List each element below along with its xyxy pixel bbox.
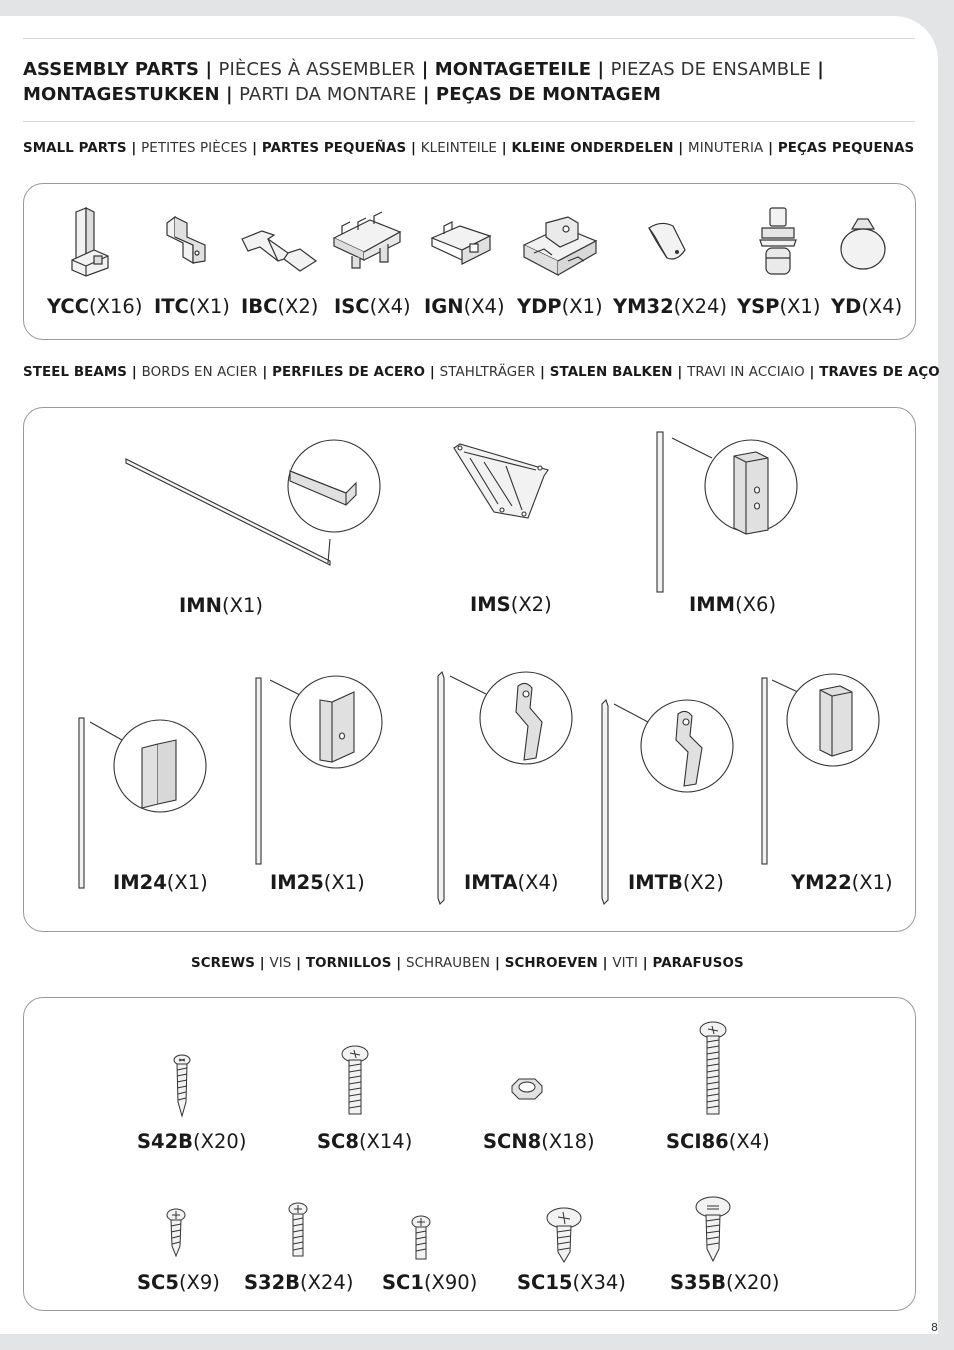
ym32-part-drawing [645, 220, 689, 264]
header-segment: VITI [612, 956, 638, 971]
beam-label-im24: IM24(X1) [113, 871, 208, 894]
itc-part-drawing [163, 215, 213, 267]
header-segment: PEÇAS DE MONTAGEM [435, 84, 662, 105]
screw-label-s42b: S42B(X20) [137, 1130, 247, 1153]
header-segment: ASSEMBLY PARTS [23, 59, 200, 80]
beam-label-imta: IMTA(X4) [464, 871, 559, 894]
imn-beam-drawing [120, 435, 390, 571]
header-segment: PIÈCES À ASSEMBLER [218, 59, 416, 80]
im25-beam-drawing [250, 672, 390, 868]
header-segment: | [591, 59, 611, 80]
part-label-ibc: IBC(X2) [241, 295, 319, 318]
screw-label-sc8: SC8(X14) [317, 1130, 413, 1153]
header-segment: | [247, 141, 262, 156]
header-segment: | [672, 365, 688, 380]
screw-label-s35b: S35B(X20) [670, 1271, 780, 1294]
header-segment: | [638, 956, 653, 971]
header-segment: | [597, 956, 613, 971]
part-label-isc: ISC(X4) [334, 295, 411, 318]
part-label-yd: YD(X4) [831, 295, 903, 318]
part-label-ydp: YDP(X1) [517, 295, 603, 318]
header-segment: STEEL BEAMS [23, 365, 128, 380]
header-segment: | [127, 365, 142, 380]
sc15-screw-drawing [545, 1206, 583, 1264]
screw-label-sc15: SC15(X34) [517, 1271, 626, 1294]
screws-header [191, 956, 744, 971]
isc-part-drawing [330, 212, 406, 270]
beam-label-imm: IMM(X6) [689, 593, 777, 616]
header-segment: PIEZAS DE ENSAMBLE [610, 59, 811, 80]
beam-label-ims: IMS(X2) [470, 593, 552, 616]
header-segment: | [810, 59, 824, 80]
header-segment: MONTAGETEILE [434, 59, 592, 80]
screw-label-sc5: SC5(X9) [137, 1271, 220, 1294]
screws-panel [23, 997, 916, 1311]
ym22-beam-drawing [758, 672, 884, 868]
sci86-screw-drawing [697, 1020, 729, 1118]
header-segment: | [219, 84, 240, 105]
beam-label-im25: IM25(X1) [270, 871, 365, 894]
part-label-ign: IGN(X4) [424, 295, 505, 318]
small-parts-header [23, 141, 914, 156]
ims-beam-drawing [450, 440, 550, 524]
scn8-nut-drawing [510, 1076, 544, 1102]
header-segment: | [425, 365, 440, 380]
page-number: 8 [931, 1321, 938, 1334]
s32b-screw-drawing [287, 1202, 309, 1258]
title-rule [23, 121, 915, 122]
header-segment: TRAVI IN ACCIAIO [687, 365, 805, 380]
header-segment: | [126, 141, 142, 156]
beam-label-imtb: IMTB(X2) [628, 871, 724, 894]
page-title [23, 57, 903, 107]
header-segment: PARTES PEQUEÑAS [261, 141, 407, 156]
screw-label-sci86: SCI86(X4) [666, 1130, 770, 1153]
header-segment: SCREWS [191, 956, 255, 971]
header-segment: | [535, 365, 550, 380]
beam-label-imn: IMN(X1) [179, 594, 263, 617]
header-segment: | [199, 59, 219, 80]
header-segment: STALEN BALKEN [549, 365, 673, 380]
header-segment: | [763, 141, 778, 156]
header-segment: PERFILES DE ACERO [272, 365, 426, 380]
screw-label-scn8: SCN8(X18) [483, 1130, 595, 1153]
s35b-screw-drawing [694, 1195, 732, 1263]
sc8-screw-drawing [340, 1044, 370, 1118]
header-segment: BORDS EN ACIER [141, 365, 258, 380]
ysp-part-drawing [758, 206, 798, 280]
header-segment: PEÇAS PEQUENAS [777, 141, 915, 156]
top-rule [23, 38, 915, 39]
header-segment: | [406, 141, 421, 156]
ign-part-drawing [430, 220, 494, 268]
sc5-screw-drawing [165, 1208, 187, 1258]
yd-part-drawing [838, 215, 888, 271]
header-segment: SCHROEVEN [504, 956, 598, 971]
header-segment: SCHRAUBEN [405, 956, 491, 971]
header-segment: | [291, 956, 306, 971]
ycc-part-drawing [68, 206, 114, 278]
header-segment: TORNILLOS [305, 956, 392, 971]
header-segment: PETITES PIÈCES [141, 141, 248, 156]
header-segment: | [254, 956, 270, 971]
header-segment: KLEINE ONDERDELEN [511, 141, 674, 156]
imm-beam-drawing [650, 430, 800, 596]
sc1-screw-drawing [410, 1215, 432, 1261]
header-segment: | [673, 141, 689, 156]
beam-label-ym22: YM22(X1) [791, 871, 893, 894]
header-segment: PARAFUSOS [652, 956, 744, 971]
header-segment: MINUTERIA [688, 141, 764, 156]
header-segment: | [490, 956, 505, 971]
header-segment: STAHLTRÄGER [439, 365, 536, 380]
title-line-1 [23, 57, 903, 82]
s42b-screw-drawing [170, 1054, 194, 1118]
header-segment: | [391, 956, 406, 971]
header-segment: | [416, 84, 436, 105]
im24-beam-drawing [72, 714, 212, 890]
ibc-part-drawing [240, 225, 318, 275]
screw-label-sc1: SC1(X90) [382, 1271, 478, 1294]
header-segment: MONTAGESTUKKEN [23, 84, 220, 105]
header-segment: KLEINTEILE [420, 141, 497, 156]
part-label-itc: ITC(X1) [154, 295, 230, 318]
ydp-part-drawing [522, 217, 598, 281]
header-segment: VIS [269, 956, 292, 971]
part-label-ysp: YSP(X1) [737, 295, 821, 318]
header-segment: TRAVES DE AÇO [819, 365, 940, 380]
screw-label-s32b: S32B(X24) [244, 1271, 354, 1294]
header-segment: | [496, 141, 512, 156]
title-line-2 [23, 82, 903, 107]
header-segment: | [257, 365, 273, 380]
part-label-ycc: YCC(X16) [47, 295, 143, 318]
header-segment: | [804, 365, 820, 380]
header-segment: SMALL PARTS [23, 141, 127, 156]
part-label-ym32: YM32(X24) [613, 295, 728, 318]
header-segment: | [415, 59, 435, 80]
steel-beams-header [23, 365, 940, 380]
header-segment: PARTI DA MONTARE [239, 84, 417, 105]
